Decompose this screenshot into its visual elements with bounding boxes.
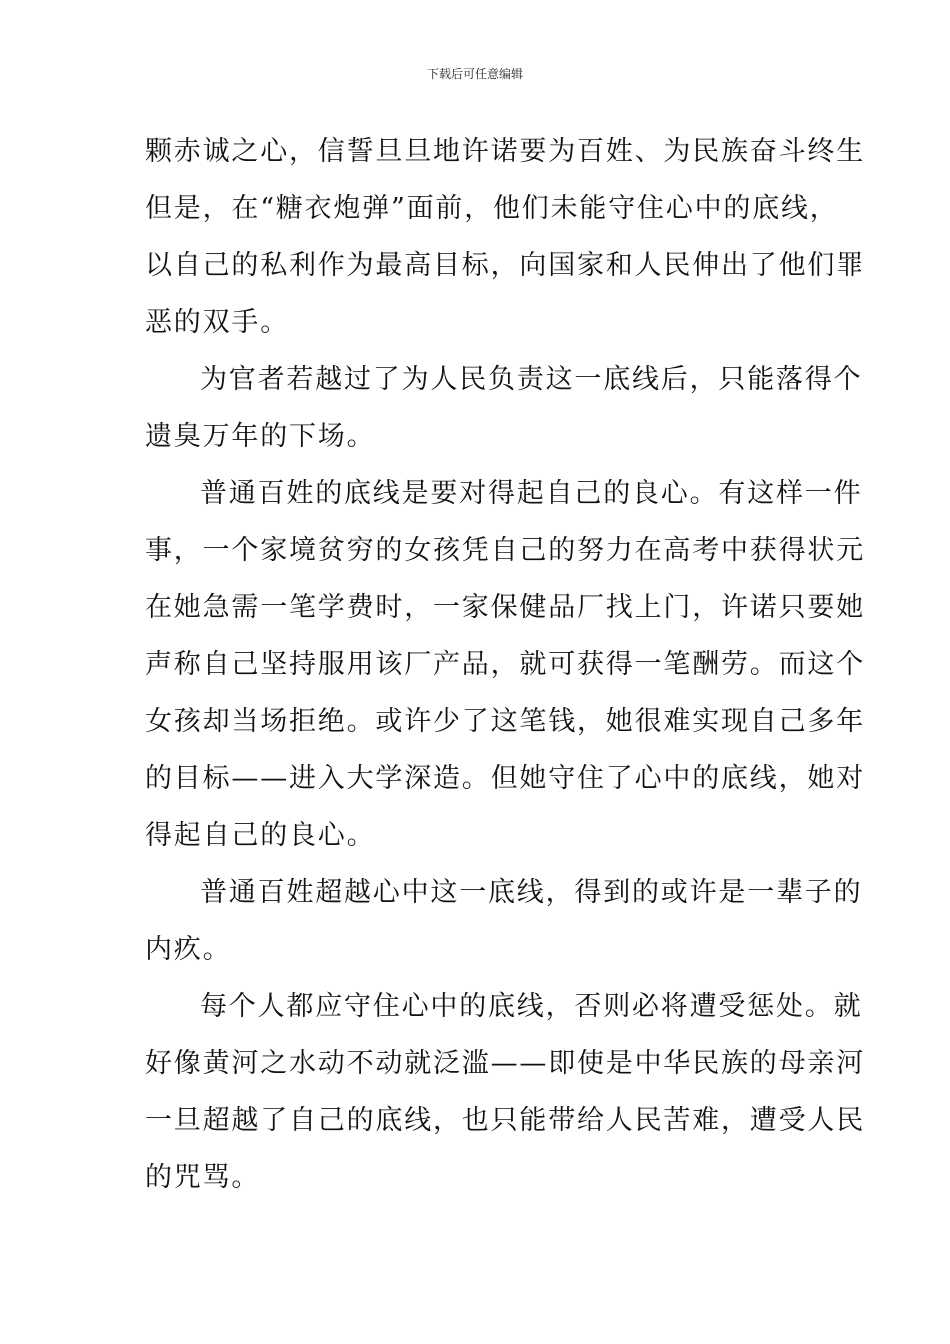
text-line: 的咒骂。 [145, 1162, 261, 1193]
text-line: 声称自己坚持服用该厂产品，就可获得一笔酬劳。而这个 [145, 649, 865, 680]
text-line: 恶的双手。 [145, 307, 289, 338]
text-line: 在她急需一笔学费时，一家保健品厂找上门，许诺只要她 [145, 592, 865, 623]
page-header: 下载后可任意编辑 [426, 67, 523, 81]
text-line: 普通百姓的底线是要对得起自己的良心。有这样一件 [200, 478, 863, 509]
text-line: 遗臭万年的下场。 [145, 421, 376, 452]
text-line: 一旦超越了自己的底线，也只能带给人民苦难，遭受人民 [145, 1105, 865, 1136]
text-line: 为官者若越过了为人民负责这一底线后，只能落得个 [200, 364, 863, 395]
text-line: 内疚。 [145, 934, 232, 965]
text-line: 事，一个家境贫穷的女孩凭自己的努力在高考中获得状元 [145, 535, 865, 566]
text-line: 的目标——进入大学深造。但她守住了心中的底线，她对 [145, 763, 865, 794]
text-line: 得起自己的良心。 [145, 820, 376, 851]
text-line: 普通百姓超越心中这一底线，得到的或许是一辈子的 [200, 877, 863, 908]
text-line: 但是，在“糖衣炮弹”面前，他们未能守住心中的底线， [145, 193, 839, 224]
text-line: 以自己的私利作为最高目标，向国家和人民伸出了他们罪 [145, 250, 865, 281]
text-line: 女孩却当场拒绝。或许少了这笔钱，她很难实现自己多年 [145, 706, 865, 737]
text-line: 颗赤诚之心，信誓旦旦地许诺要为百姓、为民族奋斗终生 [145, 136, 865, 167]
text-line: 每个人都应守住心中的底线，否则必将遭受惩处。就 [200, 991, 863, 1022]
text-line: 好像黄河之水动不动就泛滥——即使是中华民族的母亲河 [145, 1048, 865, 1079]
